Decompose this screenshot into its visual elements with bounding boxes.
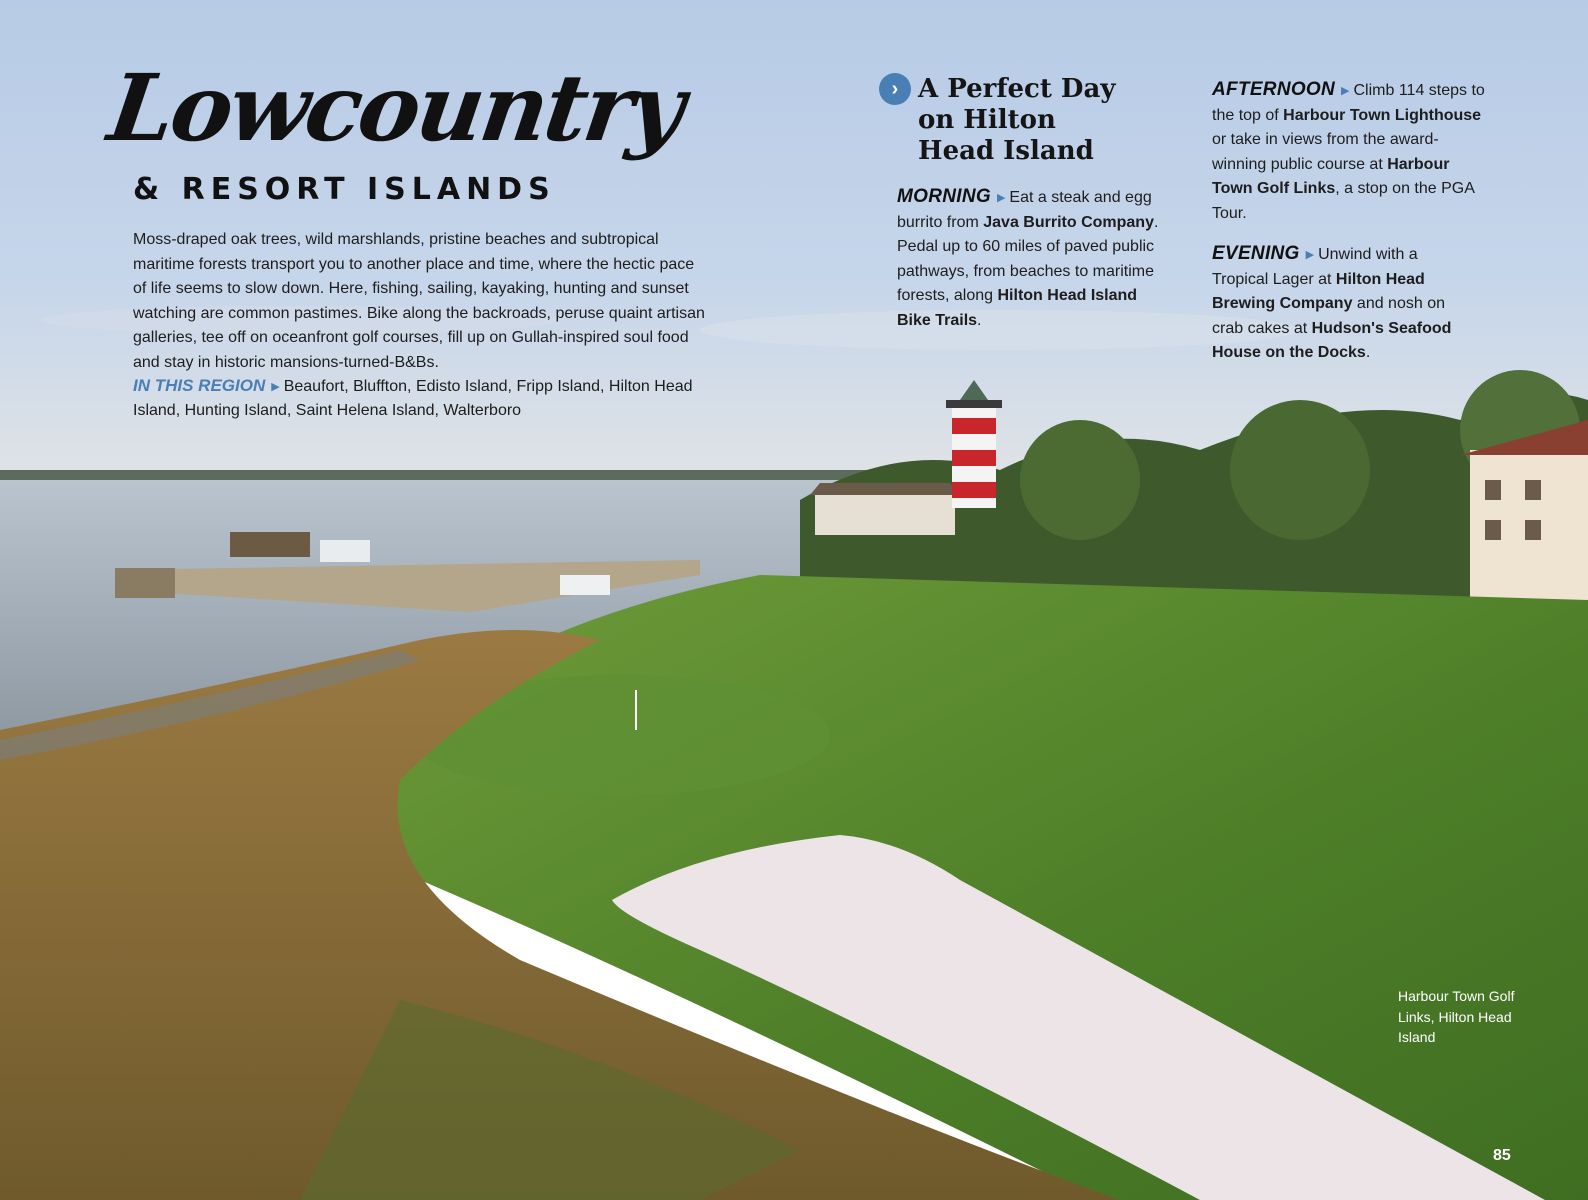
chevron-right-icon: › <box>879 73 911 105</box>
evening-highlight: Hudson's Seafood House on the Docks <box>1212 319 1452 361</box>
evening-text: . <box>1365 344 1371 361</box>
afternoon-text: Climb 114 steps to the top of <box>1212 82 1485 124</box>
afternoon-highlight: Harbour Town Lighthouse <box>1283 106 1482 124</box>
afternoon-text: , a stop on the PGA Tour. <box>1212 180 1475 222</box>
morning-label: MORNING <box>897 186 991 207</box>
perfect-day-title <box>918 74 1158 167</box>
perfect-day-title-line: A Perfect Day <box>918 74 1116 104</box>
evening-text: Unwind with a Tropical Lager at <box>1212 246 1418 288</box>
evening-text: and nosh on crab cakes at <box>1212 295 1445 337</box>
title-script: Lowcountry <box>102 54 689 162</box>
morning-text: Eat a steak and egg burrito from <box>897 189 1152 231</box>
perfect-day-title-line: Head Island <box>918 136 1094 166</box>
region-list <box>133 374 708 423</box>
morning-highlight: Hilton Head Island Bike Trails <box>897 287 1138 329</box>
page-number: 85 <box>1493 1147 1511 1164</box>
afternoon-section <box>1212 78 1487 226</box>
title-subtitle: & RESORT ISLANDS <box>133 172 556 207</box>
region-label: IN THIS REGION <box>133 376 266 395</box>
afternoon-highlight: Harbour Town Golf Links <box>1212 155 1450 197</box>
perfect-day-title-line: on Hilton <box>918 105 1056 135</box>
morning-text: . Pedal up to 60 miles of paved public pathways, from beaches to maritime forests, along <box>897 213 1159 304</box>
morning-text: . <box>977 311 982 329</box>
region-places: Beaufort, Bluffton, Edisto Island, Fripp Island, Hilton Head Island, Hunting Island, Saint Helena Island, Walterboro <box>133 378 693 419</box>
photo-caption: Harbour Town Golf Links, Hilton Head Island <box>1398 988 1515 1045</box>
evening-highlight: Hilton Head Brewing Company <box>1212 270 1425 312</box>
evening-label: EVENING <box>1212 243 1300 264</box>
intro-paragraph: Moss-draped oak trees, wild marshlands, pristine beaches and subtropical maritime forests transport you to another place and time, where the hectic pace of life seems to slow down. Here, fishing, sailing, kayaking, hunting and sunset watching are common pastimes. Bike along the backroads, peruse quaint artisan galleries, tee off on oceanfront golf courses, fill up on Gullah-inspired soul food and stay in historic mansions-turned-B&Bs. <box>133 231 705 371</box>
evening-section <box>1212 242 1477 366</box>
triangle-right-icon: ▶ <box>1341 85 1350 97</box>
morning-section <box>897 185 1167 333</box>
morning-highlight: Java Burrito Company <box>983 213 1154 231</box>
triangle-right-icon: ▶ <box>271 381 280 393</box>
afternoon-text: or take in views from the award-winning public course at <box>1212 131 1439 173</box>
afternoon-label: AFTERNOON <box>1212 79 1336 100</box>
triangle-right-icon: ▶ <box>996 192 1006 204</box>
triangle-right-icon: ▶ <box>1305 249 1315 261</box>
